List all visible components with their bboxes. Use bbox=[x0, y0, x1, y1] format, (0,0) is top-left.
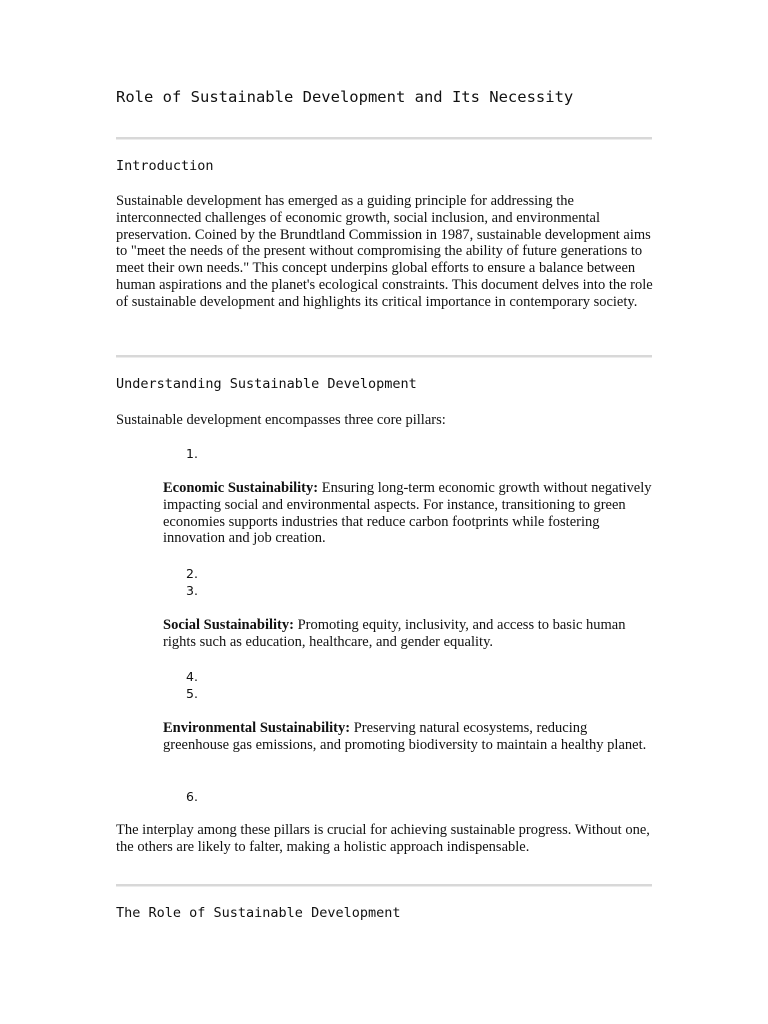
list-number: 4. bbox=[186, 669, 198, 684]
list-number: 1. bbox=[186, 446, 198, 461]
role-heading: The Role of Sustainable Development bbox=[116, 905, 401, 921]
intro-paragraph: Sustainable development has emerged as a guiding principle for addressing the interconnected challenges of economic growth, social inclusion, and environmental preservation. Coined by the Brundtland Commission in 1987, sustainable development aims to "meet the needs of the present without compromising the ability of future generations to meet their own needs." This concept underpins global efforts to ensure a balance between human aspirations and the planet's ecological constraints. This document delves into the role of sustainable development and highlights its critical importance in contemporary society. bbox=[116, 193, 653, 310]
document-title: Role of Sustainable Development and Its Necessity bbox=[116, 88, 574, 106]
section-divider bbox=[116, 137, 652, 140]
pillar-economic bbox=[163, 480, 653, 547]
list-number: 3. bbox=[186, 583, 198, 598]
list-number: 6. bbox=[186, 789, 198, 804]
pillar-text: Ensuring long-term economic growth without negatively impacting social and environmental aspects. For instance, transitioning to green economies supports industries that reduce carbon footprints while fostering innovation and job creation. bbox=[163, 480, 652, 547]
intro-heading: Introduction bbox=[116, 158, 214, 174]
section-divider bbox=[116, 355, 652, 358]
section-divider bbox=[116, 884, 652, 887]
list-number: 2. bbox=[186, 566, 198, 581]
understanding-lead: Sustainable development encompasses three core pillars: bbox=[116, 412, 446, 428]
list-number: 5. bbox=[186, 686, 198, 701]
pillar-text: Preserving natural ecosystems, reducing greenhouse gas emissions, and promoting biodiversity to maintain a healthy planet. bbox=[163, 720, 647, 753]
pillar-term: Social Sustainability: bbox=[163, 617, 294, 633]
pillar-environmental bbox=[163, 720, 653, 754]
pillar-term: Economic Sustainability: bbox=[163, 480, 319, 496]
pillar-social bbox=[163, 617, 653, 651]
understanding-heading: Understanding Sustainable Development bbox=[116, 376, 417, 392]
interplay-paragraph: The interplay among these pillars is crucial for achieving sustainable progress. Without one, the others are likely to falter, making a holistic approach indispensable. bbox=[116, 822, 650, 855]
pillar-text: Promoting equity, inclusivity, and access to basic human rights such as education, healthcare, and gender equality. bbox=[163, 617, 626, 650]
pillar-term: Environmental Sustainability: bbox=[163, 720, 351, 736]
